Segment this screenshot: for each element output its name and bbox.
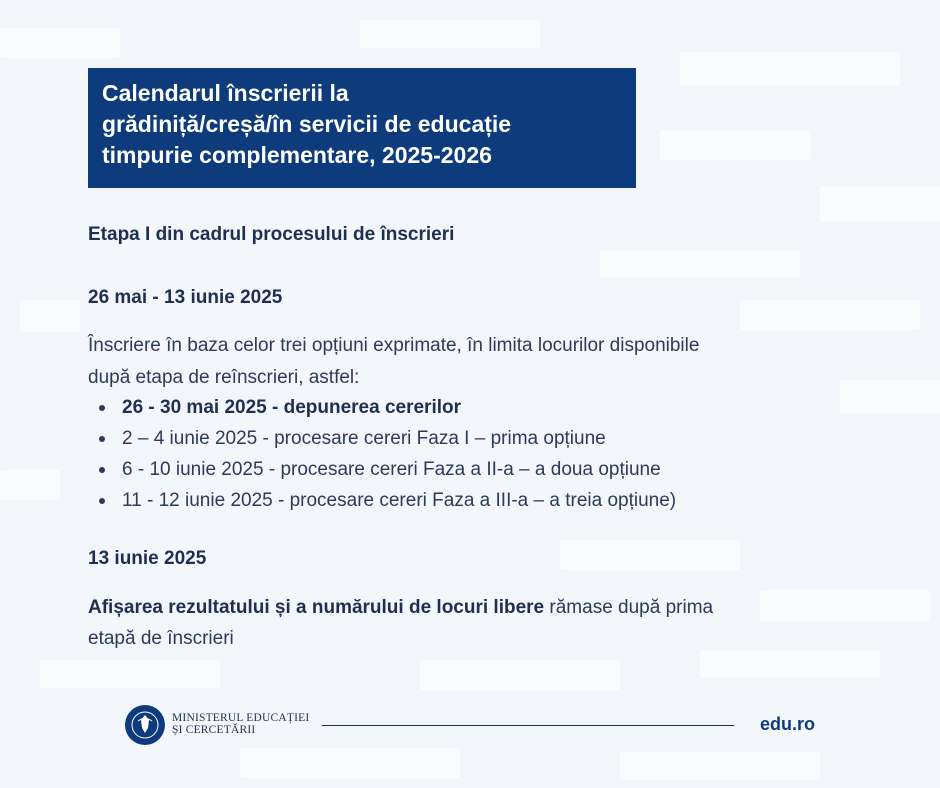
results-bold-text: Afișarea rezultatului și a numărului de locuri libere: [88, 597, 545, 618]
website-link[interactable]: edu.ro: [760, 714, 816, 734]
ministry-name: [172, 712, 309, 736]
ministry-line: ȘI CERCETĂRII: [172, 724, 256, 736]
results-date-heading: 13 iunie 2025: [88, 548, 207, 569]
schedule-item: 26 - 30 mai 2025 - depunerea cererilor: [96, 392, 676, 423]
schedule-item: 11 - 12 iunie 2025 - procesare cereri Faza a III-a – a treia opțiune): [96, 485, 676, 516]
schedule-list: [96, 392, 676, 516]
intro-line: după etapa de reînscrieri, astfel:: [88, 367, 360, 388]
results-text: [88, 592, 868, 654]
ministry-emblem-icon: [124, 704, 166, 746]
results-line2: etapă de înscrieri: [88, 628, 234, 649]
period-heading: 26 mai - 13 iunie 2025: [88, 287, 283, 308]
ministry-line: MINISTERUL EDUCAȚIEI: [172, 712, 310, 724]
footer-divider: [322, 725, 734, 726]
title-line: grădiniță/creșă/în servicii de educație: [102, 111, 512, 137]
intro-text: [88, 330, 868, 394]
schedule-item: 6 - 10 iunie 2025 - procesare cereri Faza a II-a – a doua opțiune: [96, 454, 676, 485]
results-rest-text: rămase după prima: [544, 597, 714, 618]
title-line: Calendarul înscrierii la: [102, 80, 349, 106]
schedule-item: 2 – 4 iunie 2025 - procesare cereri Faza I – prima opțiune: [96, 423, 676, 454]
calendar-title: [88, 68, 636, 188]
intro-line: Înscriere în baza celor trei opțiuni exprimate, în limita locurilor disponibile: [88, 335, 700, 356]
title-line: timpurie complementare, 2025-2026: [102, 142, 492, 168]
stage-heading: Etapa I din cadrul procesului de înscrieri: [88, 224, 455, 245]
